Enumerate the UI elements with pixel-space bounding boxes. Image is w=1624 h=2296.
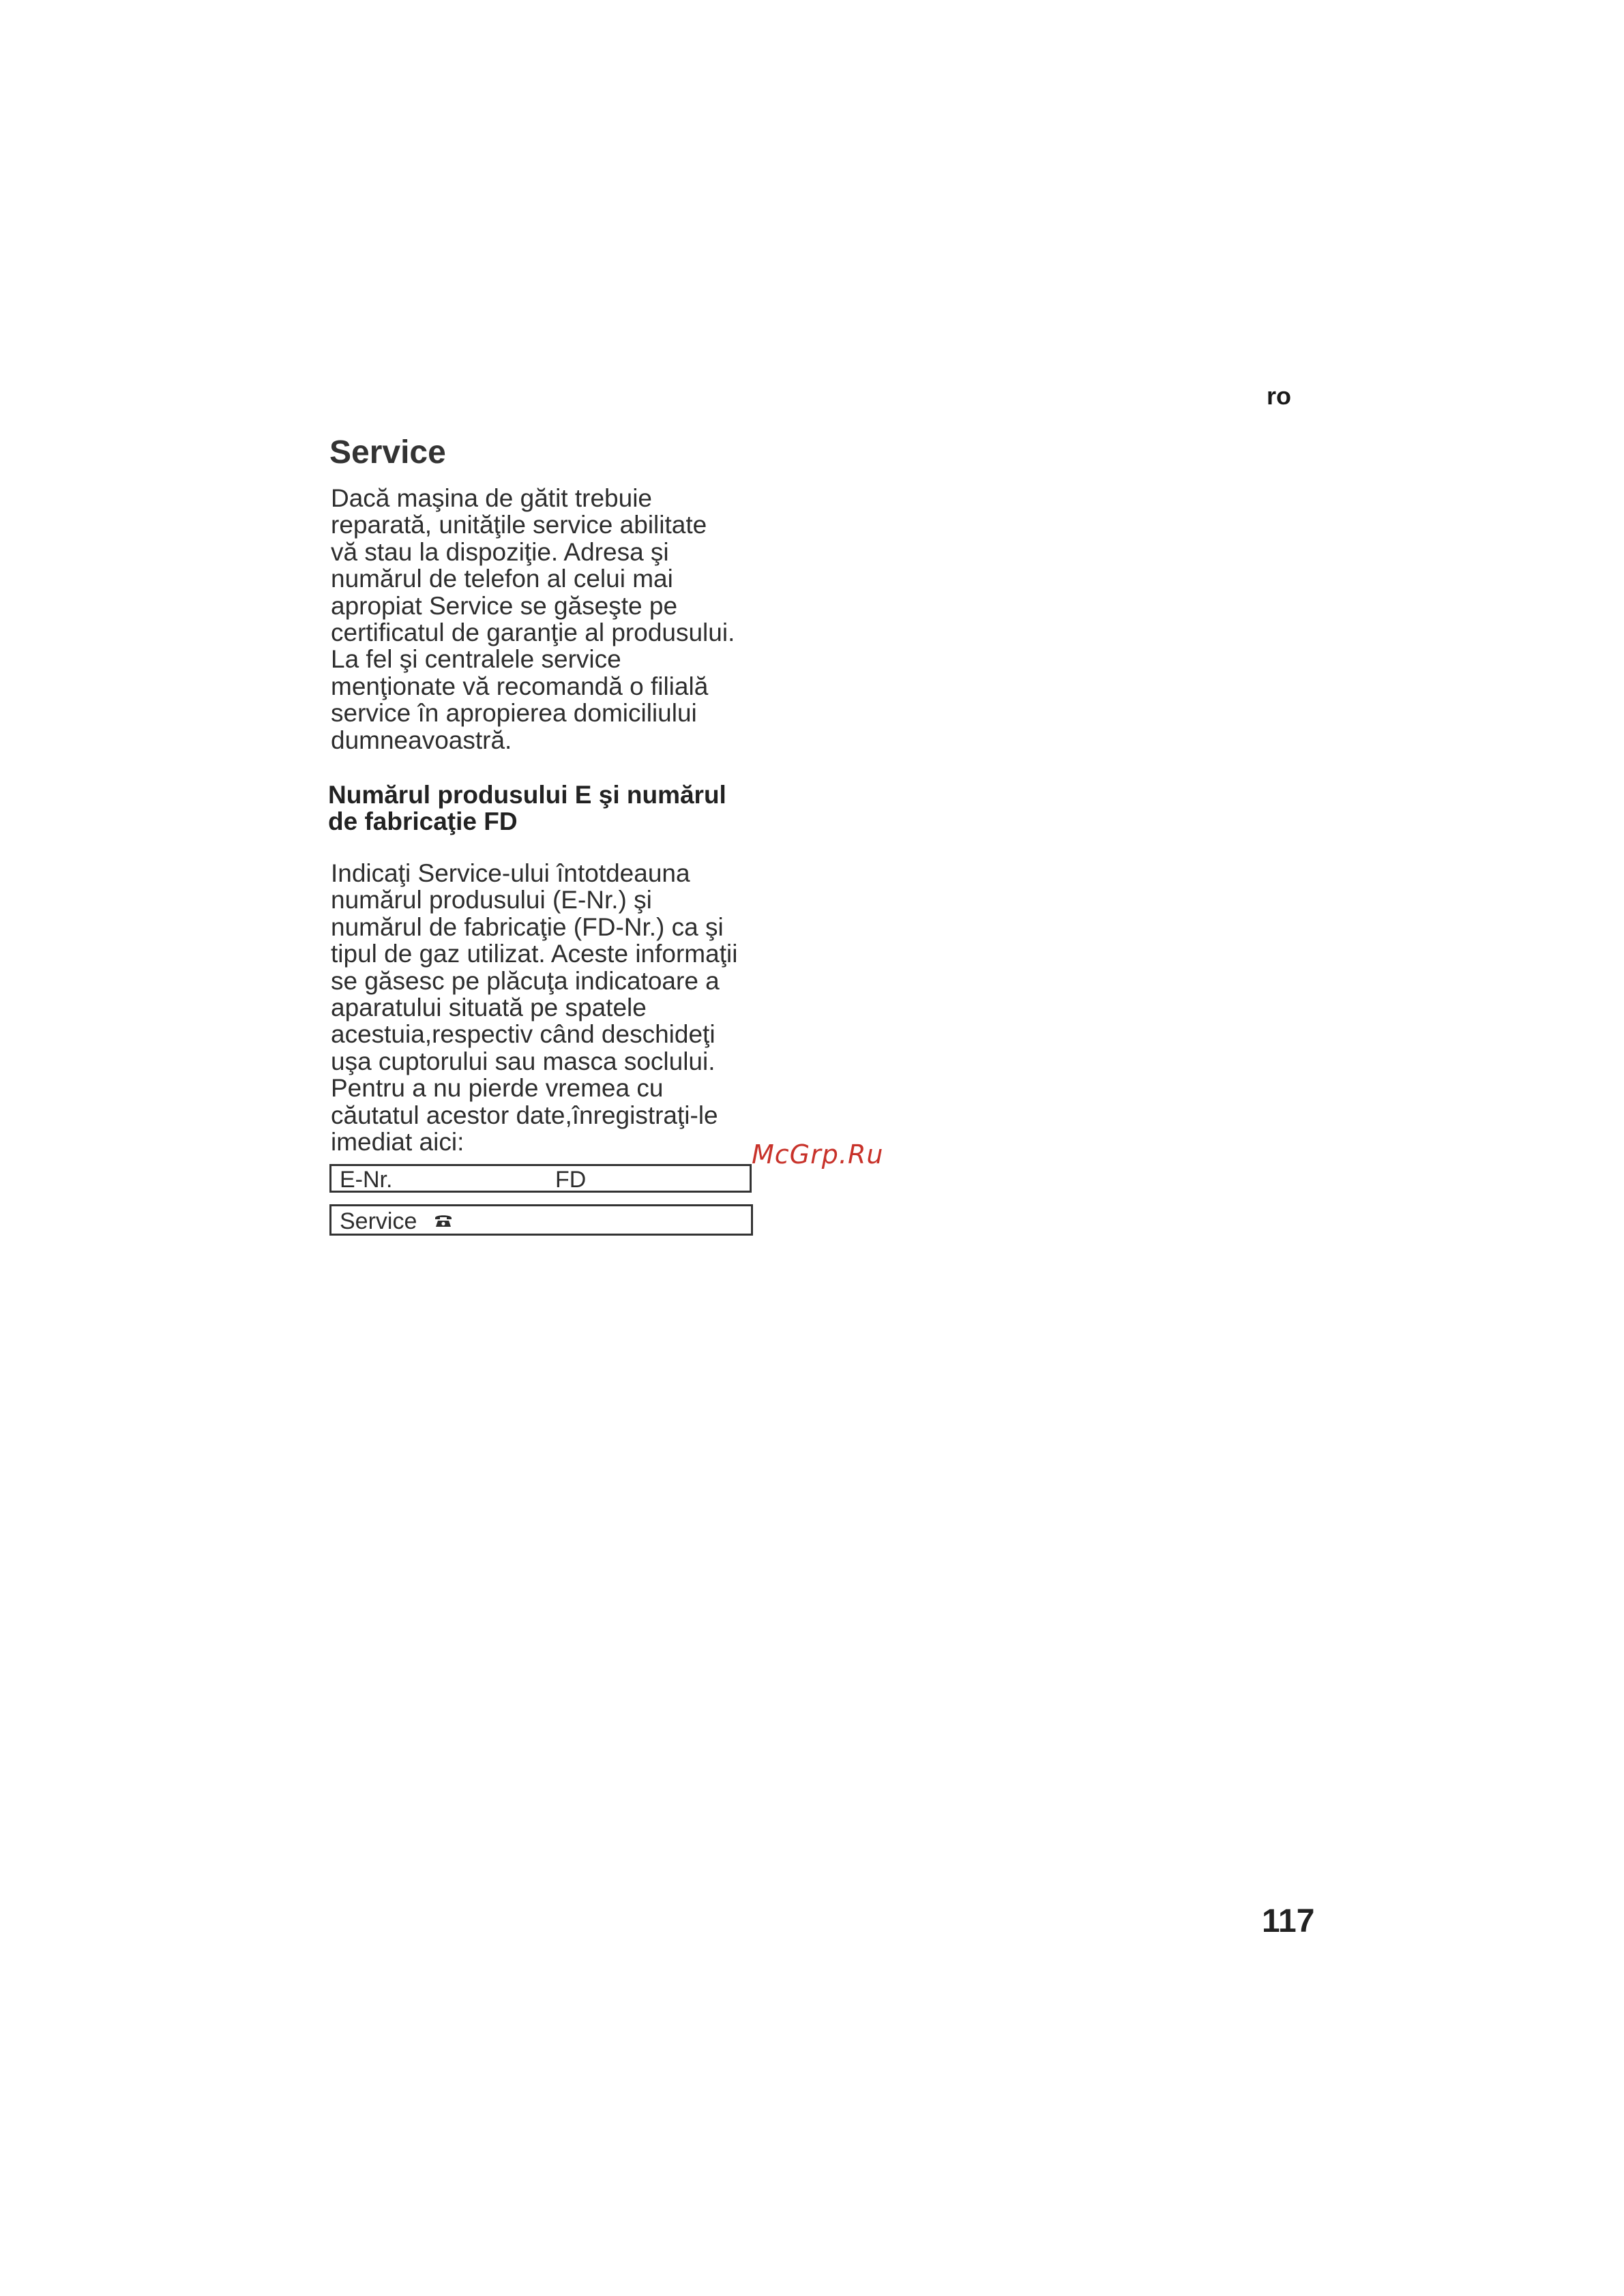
paragraph-line: dumneavoastră.: [331, 726, 512, 754]
paragraph-line: La fel şi centralele service: [331, 645, 621, 674]
paragraph-line: se găsesc pe plăcuţa indicatoare a: [331, 966, 720, 995]
paragraph-line: numărul de fabricaţie (FD-Nr.) ca şi: [331, 912, 724, 941]
paragraph-line: imediat aici:: [331, 1128, 464, 1157]
service-phone-field[interactable]: [329, 1204, 753, 1236]
product-number-heading: [328, 781, 806, 835]
paragraph-line: tipul de gaz utilizat. Aceste informaţii: [331, 940, 738, 968]
paragraph-line: certificatul de garanţie al produsului.: [331, 618, 735, 647]
e-nr-fd-field[interactable]: [329, 1164, 752, 1193]
heading-line: Numărul produsului E şi numărul: [328, 781, 726, 809]
paragraph-line: numărul produsului (E-Nr.) şi: [331, 886, 652, 914]
paragraph-line: Pentru a nu pierde vremea cu: [331, 1074, 664, 1103]
paragraph-line: Dacă maşina de gătit trebuie: [331, 484, 652, 512]
paragraph-line: vă stau la dispoziţie. Adresa şi: [331, 537, 669, 566]
e-nr-label: E-Nr.: [340, 1167, 393, 1193]
watermark-text: McGrp.Ru: [752, 1139, 884, 1169]
telephone-icon: [434, 1213, 453, 1228]
paragraph-line: apropiat Service se găseşte pe: [331, 591, 678, 620]
paragraph-line: menţionate vă recomandă o filială: [331, 672, 709, 700]
heading-line: de fabricaţie FD: [328, 807, 518, 835]
service-label: Service: [340, 1208, 417, 1234]
paragraph-line: reparată, unităţile service abilitate: [331, 511, 707, 539]
fd-label: FD: [555, 1167, 587, 1193]
service-paragraph: [331, 485, 781, 754]
paragraph-line: numărul de telefon al celui mai: [331, 565, 673, 593]
language-code: ro: [1267, 382, 1291, 410]
paragraph-line: uşa cuptorului sau masca soclului.: [331, 1047, 715, 1075]
page-number: 117: [1262, 1903, 1315, 1939]
product-number-paragraph: [331, 860, 781, 1155]
paragraph-line: Indicaţi Service-ului întotdeauna: [331, 859, 690, 887]
paragraph-line: acestuia,respectiv când deschideţi: [331, 1020, 715, 1049]
paragraph-line: aparatului situată pe spatele: [331, 994, 647, 1022]
paragraph-line: service în apropierea domiciliului: [331, 699, 697, 728]
service-heading: Service: [329, 434, 446, 471]
paragraph-line: căutatul acestor date,înregistraţi-le: [331, 1101, 718, 1129]
